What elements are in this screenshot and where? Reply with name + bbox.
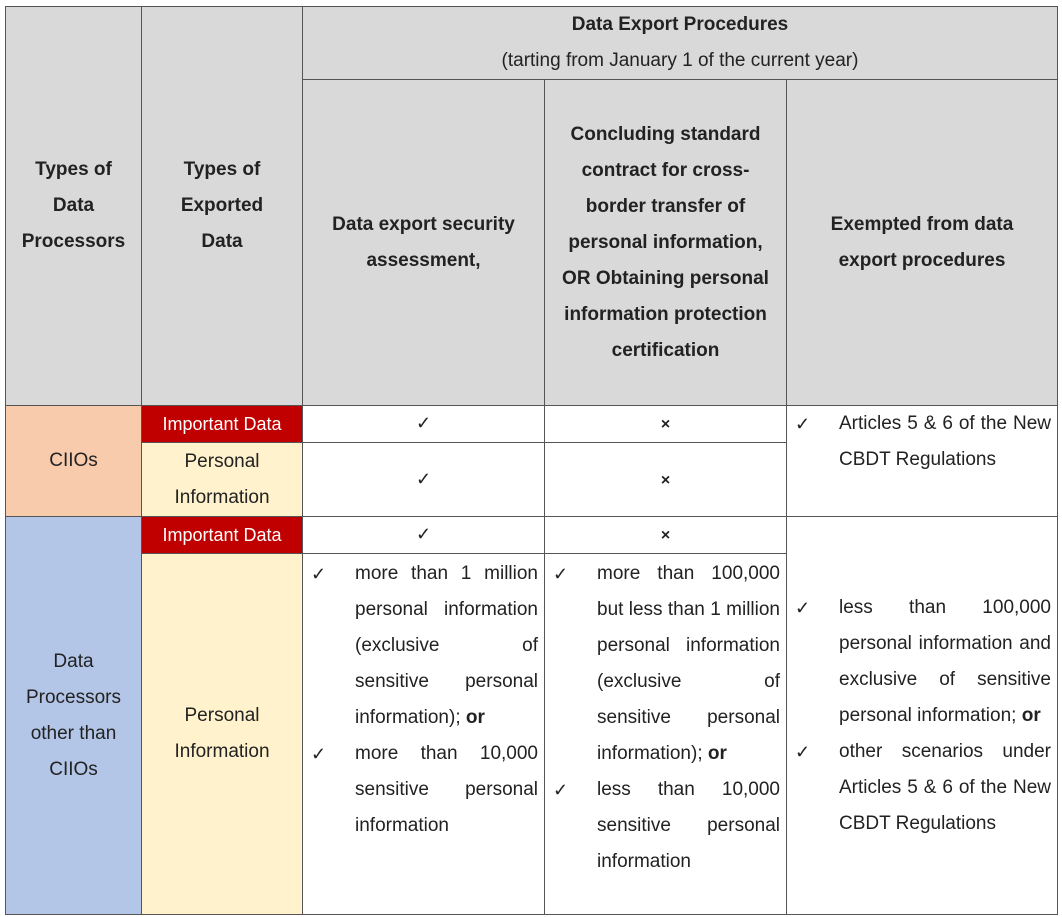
list-item [311, 556, 538, 736]
others-important-assessment [303, 517, 545, 554]
list-item [311, 736, 538, 844]
check-icon: ✓ [415, 413, 432, 433]
bullet-text [597, 556, 780, 772]
row-group-other-processors [6, 517, 142, 915]
list-item [795, 406, 1051, 478]
header-col1-text: Types of Data Processors [21, 159, 126, 252]
ciios-exempt-list [787, 406, 1057, 478]
header-types-of-exported-data [142, 7, 303, 406]
others-personal-label: Personal Information [174, 705, 270, 762]
check-icon: ✓ [311, 564, 327, 584]
others-label: Data Processors other than CIIOs [25, 650, 122, 780]
ciios-label: CIIOs [49, 450, 98, 471]
ciios-important-assessment [303, 406, 545, 443]
assessment-2-text: more than 10,000 sensitive personal information [355, 743, 538, 836]
header-exempted [787, 80, 1058, 406]
ciios-personal-information [142, 443, 303, 517]
list-item [553, 556, 780, 772]
check-icon: ✓ [553, 780, 569, 800]
ciios-important-contract [545, 406, 787, 443]
header-col5-text: Exempted from data export procedures [830, 213, 1014, 271]
ciios-important-data [142, 406, 303, 443]
ciios-exempt-text: Articles 5 & 6 of the New CBDT Regulations [839, 413, 1051, 470]
contract-2-text: less than 10,000 sensitive personal information [597, 779, 780, 872]
cross-icon: × [660, 416, 671, 433]
cross-icon: × [660, 527, 671, 544]
group-title: Data Export Procedures [571, 14, 789, 35]
header-col4-text: Concluding standard contract for cross-border transfer of personal information, OR Obtaining personal information protection certification [562, 123, 769, 361]
assessment-1-text: more than 1 million personal information (exclusive of sensitive personal information); [355, 563, 538, 728]
check-icon: ✓ [795, 414, 811, 434]
header-types-of-data-processors [6, 7, 142, 406]
ciios-exempt-cell [787, 406, 1058, 517]
others-personal-assessment [303, 554, 545, 915]
cross-icon: × [660, 471, 671, 489]
check-icon: ✓ [415, 468, 432, 489]
ciios-personal-label: Personal Information [174, 450, 270, 508]
ciios-personal-contract [545, 443, 787, 517]
others-important-label: Important Data [162, 525, 282, 545]
ciios-important-label: Important Data [162, 414, 282, 434]
check-icon: ✓ [553, 564, 569, 584]
exempt-2-text: other scenarios under Articles 5 & 6 of the New CBDT Regulations [839, 740, 1051, 834]
check-icon: ✓ [311, 744, 327, 764]
others-exempt-list [787, 590, 1057, 842]
contract-1-text: more than 100,000 but less than 1 million personal information (exclusive of sensitive personal information); [597, 563, 780, 764]
assessment-1-conj: or [465, 707, 485, 728]
list-item [795, 590, 1051, 734]
check-icon: ✓ [795, 597, 811, 618]
check-icon: ✓ [415, 524, 432, 544]
contract-list [545, 554, 786, 880]
contract-1-conj: or [707, 743, 727, 764]
others-important-data [142, 517, 303, 554]
list-item [553, 772, 780, 880]
check-icon: ✓ [795, 741, 811, 762]
header-standard-contract [545, 80, 787, 406]
data-export-table [5, 6, 1058, 915]
list-item [795, 734, 1051, 842]
others-exempt-cell [787, 517, 1058, 915]
header-col3-text: Data export security assessment, [332, 213, 515, 271]
bullet-text [355, 556, 538, 736]
header-security-assessment [303, 80, 545, 406]
others-personal-contract [545, 554, 787, 915]
assessment-list [303, 554, 544, 844]
group-subtitle: (tarting from January 1 of the current year) [501, 50, 859, 71]
row-group-ciios [6, 406, 142, 517]
exempt-1-text: less than 100,000 personal information and exclusive of sensitive personal information; [839, 596, 1051, 726]
ciios-personal-assessment [303, 443, 545, 517]
exempt-1-conj: or [1021, 704, 1041, 726]
header-data-export-procedures [303, 7, 1058, 80]
header-col2-text: Types of Exported Data [180, 159, 264, 252]
others-personal-information [142, 554, 303, 915]
others-important-contract [545, 517, 787, 554]
bullet-text [839, 590, 1051, 734]
